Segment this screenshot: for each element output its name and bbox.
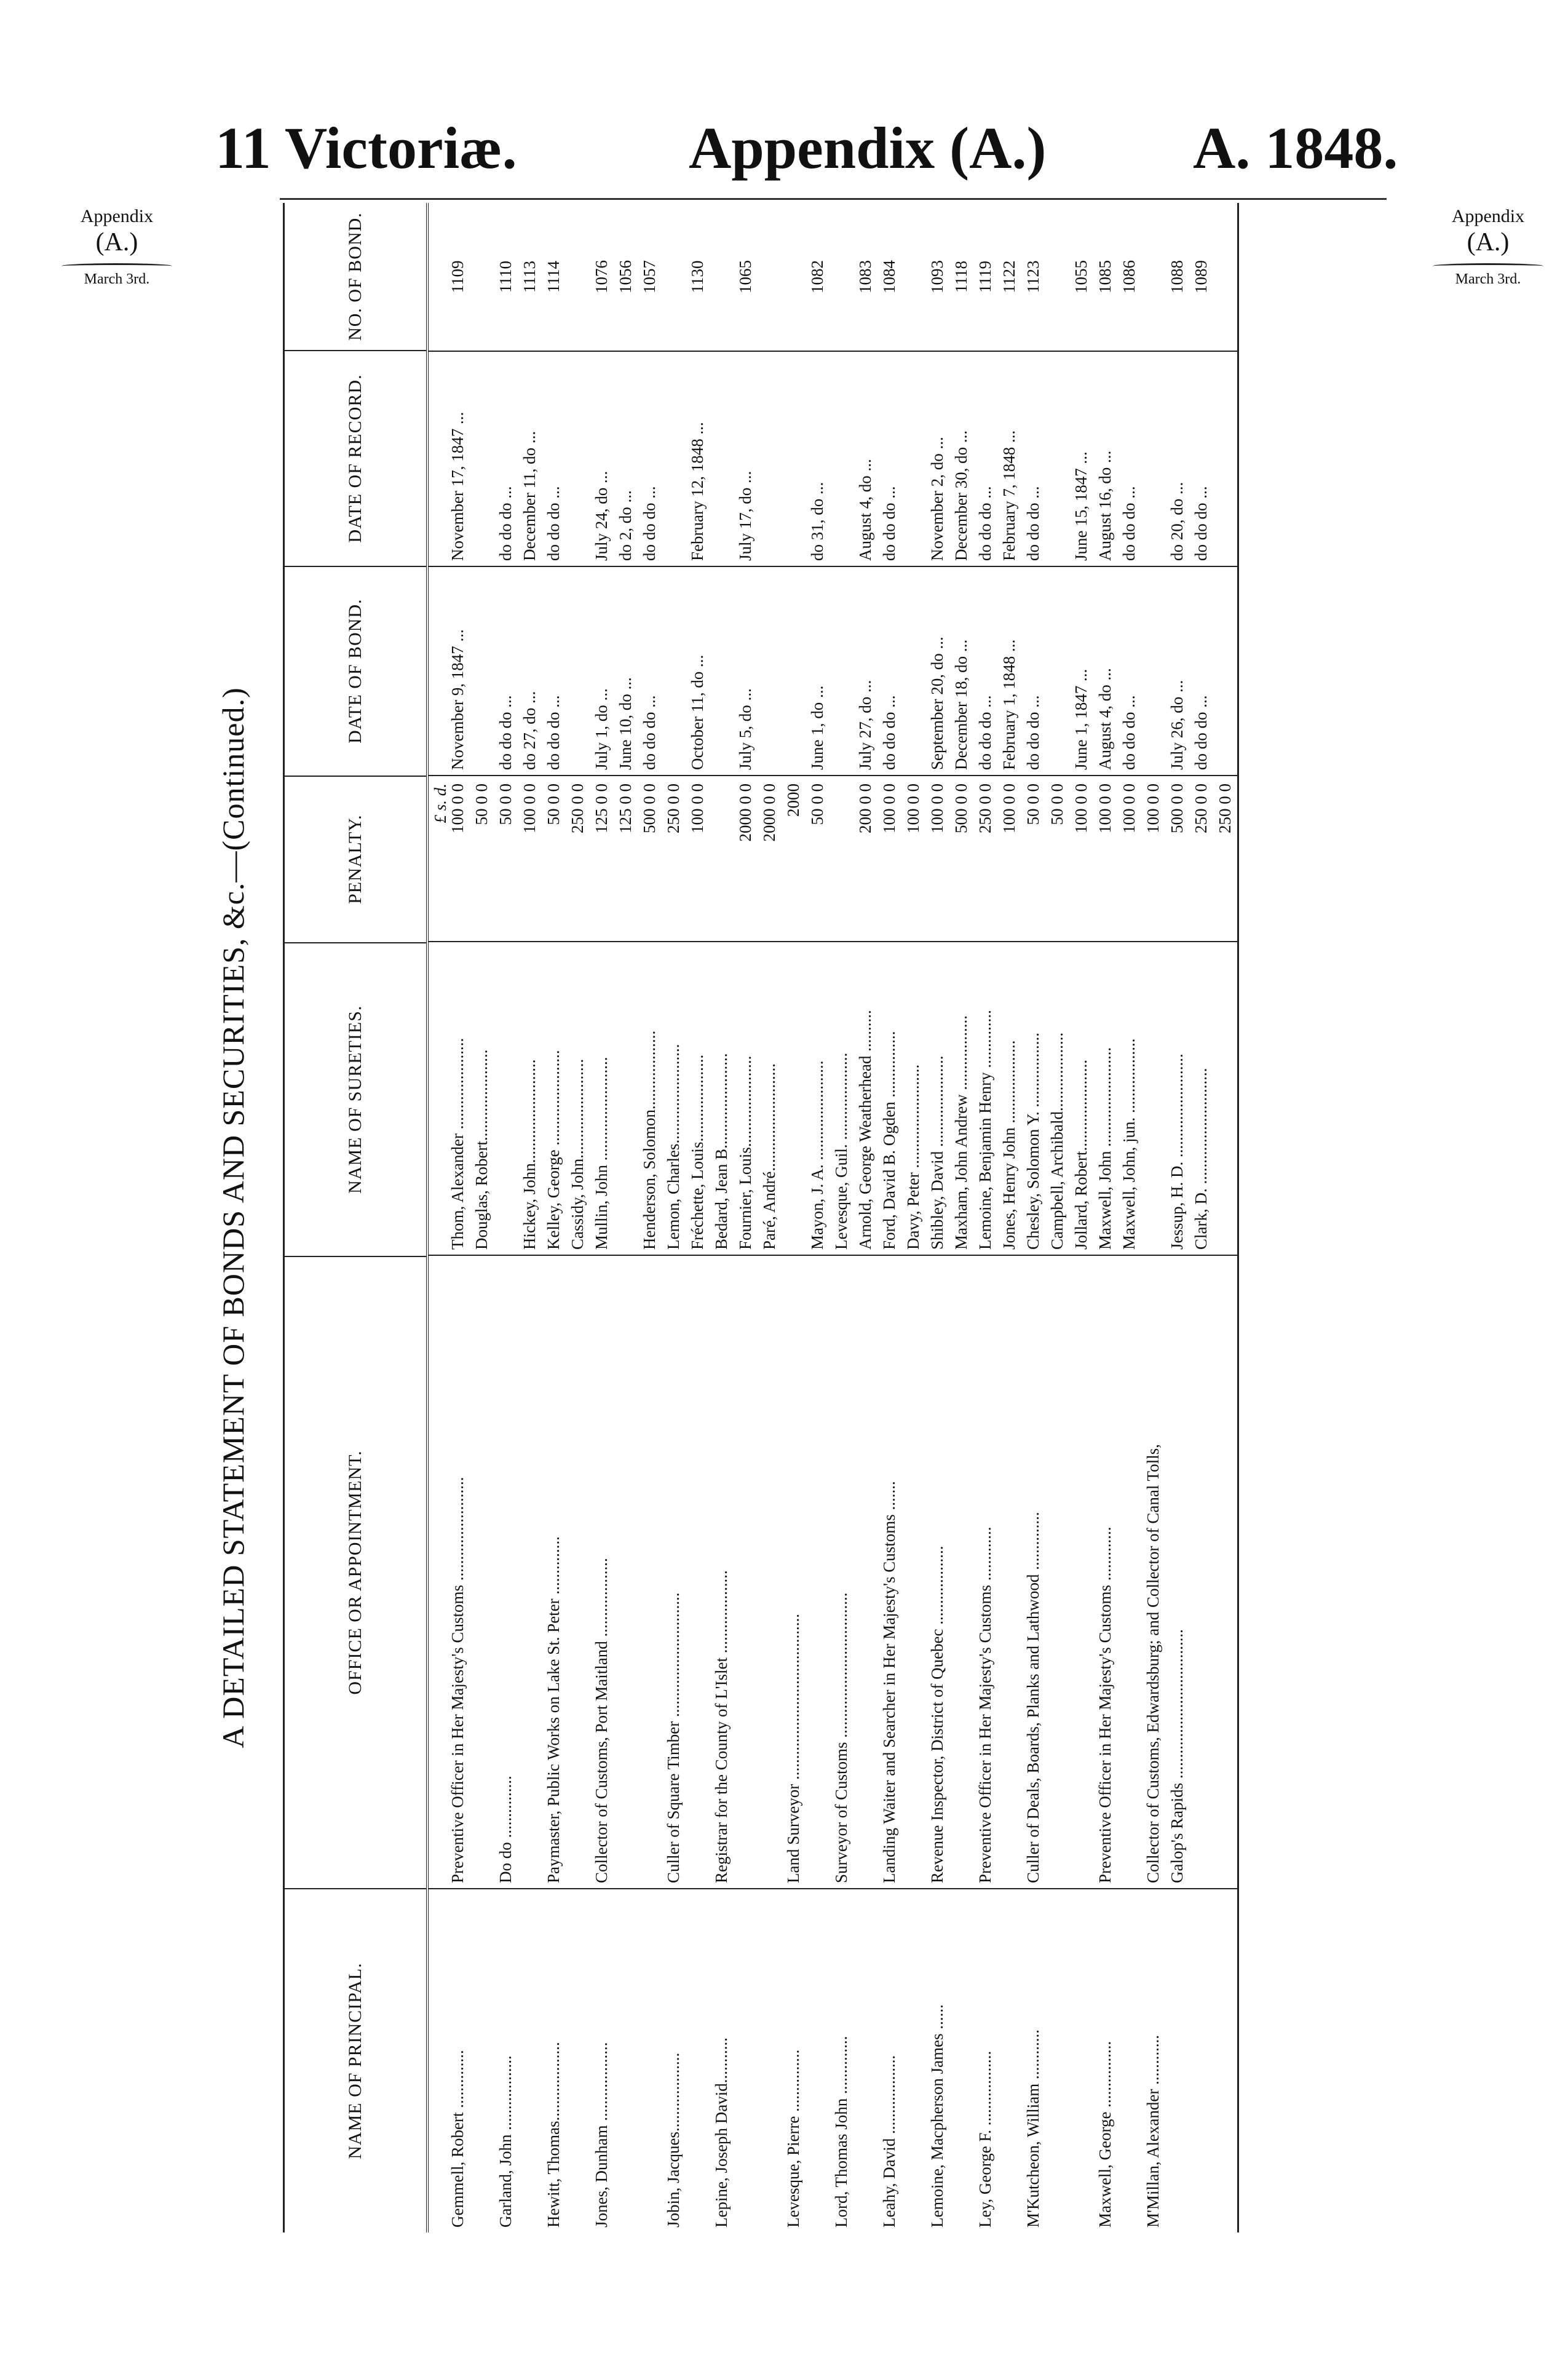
table-row: [973, 203, 997, 2232]
table-units-row: [429, 203, 449, 2232]
cell-penalty: 2000: [782, 775, 806, 941]
cell-date-bond: do do do ...: [877, 566, 901, 775]
cell-date-record: do do do ...: [494, 351, 518, 566]
cell-date-record: do do do ...: [973, 351, 997, 566]
cell-surety: Cassidy, John........................: [566, 941, 590, 1255]
cell-principal: [470, 1888, 494, 2232]
cell-office: Preventive Officer in Her Majesty's Customs .............: [973, 1255, 997, 1888]
cell-surety: Levesque, Guil. .....................: [830, 941, 853, 1255]
cell-office: Land Surveyor ........................................: [782, 1255, 806, 1888]
cell-bond-no: 1119: [976, 261, 994, 293]
header-appendix: Appendix (A.): [689, 115, 1047, 181]
cell-bond-no: 1113: [520, 261, 539, 293]
cell-date-record: do do do ...: [542, 351, 566, 566]
cell-principal: Maxwell, George ................: [1093, 1888, 1117, 2232]
cell-date-bond: [566, 566, 590, 775]
cell-bond-no: 1110: [496, 261, 515, 293]
table-row: [686, 203, 710, 2232]
col-header-office: OFFICE OR APPOINTMENT.: [285, 1256, 426, 1888]
cell-office: [518, 1255, 542, 1888]
cell-bond-no: 1130: [688, 260, 707, 293]
table-row: [758, 203, 782, 2232]
table-row: [638, 203, 662, 2232]
cell-penalty: 100 0 0: [686, 775, 710, 941]
cell-date-record: August 4, do ...: [853, 351, 877, 566]
table-row: [446, 203, 470, 2232]
cell-date-bond: do do do ...: [1021, 566, 1045, 775]
cell-penalty: 50 0 0: [1045, 775, 1069, 941]
cell-date-bond: December 18, do ...: [949, 566, 973, 775]
right-margin-note: [1408, 206, 1568, 288]
table-row: [566, 203, 590, 2232]
table-row: [734, 203, 758, 2232]
margin-appendix-label: Appendix: [80, 206, 154, 226]
cell-date-bond: July 27, do ...: [853, 566, 877, 775]
table-row: [1189, 203, 1213, 2232]
cell-bond-no: [901, 203, 925, 351]
table-row: [1117, 203, 1141, 2232]
cell-principal: [1165, 1888, 1189, 2232]
margin-appendix-label: Appendix: [1451, 206, 1525, 226]
cell-penalty: 100 0 0: [1069, 775, 1093, 941]
cell-bond-no: 1122: [1000, 260, 1018, 293]
col-header-sureties: NAME OF SURETIES.: [285, 942, 426, 1256]
cell-penalty: 100 0 0: [997, 775, 1021, 941]
cell-date-record: do 20, do ...: [1165, 351, 1189, 566]
table-row: [1093, 203, 1117, 2232]
cell-penalty: 250 0 0: [1189, 775, 1213, 941]
cell-bond-no: [1213, 203, 1237, 351]
table-row: [997, 203, 1021, 2232]
cell-date-record: February 12, 1848 ...: [686, 351, 710, 566]
cell-surety: [614, 941, 638, 1255]
cell-date-record: [662, 351, 686, 566]
cell-bond-no: 1084: [880, 260, 898, 293]
cell-date-bond: [782, 566, 806, 775]
cell-surety: Shibley, David ......................: [925, 941, 949, 1255]
cell-principal: [1117, 1888, 1141, 2232]
cell-bond-no: 1083: [856, 260, 874, 293]
cell-bond-no: [758, 203, 782, 351]
cell-date-record: do do do ...: [877, 351, 901, 566]
cell-surety: Fréchette, Louis.....................: [686, 941, 710, 1255]
cell-date-record: December 11, do ...: [518, 351, 542, 566]
cell-principal: [901, 1888, 925, 2232]
cell-principal: Lord, Thomas John ..............: [830, 1888, 853, 2232]
cell-principal: [997, 1888, 1021, 2232]
cell-principal: [638, 1888, 662, 2232]
cell-bond-no: 1093: [928, 260, 946, 293]
cell-date-record: [1141, 351, 1165, 566]
cell-office: Paymaster, Public Works on Lake St. Peter ..............: [542, 1255, 566, 1888]
cell-office: [470, 1255, 494, 1888]
cell-office: [806, 1255, 830, 1888]
cell-principal: [566, 1888, 590, 2232]
table-title: A DETAILED STATEMENT OF BONDS AND SECURITIES, &c.—(Continued.): [216, 687, 250, 1748]
cell-bond-no: 1055: [1072, 260, 1090, 293]
cell-office: [853, 1255, 877, 1888]
cell-date-bond: July 1, do ...: [590, 566, 614, 775]
cell-penalty: 500 0 0: [949, 775, 973, 941]
cell-principal: [614, 1888, 638, 2232]
cell-penalty: 100 0 0: [877, 775, 901, 941]
cell-principal: Jones, Dunham ...................: [590, 1888, 614, 2232]
cell-date-bond: [710, 566, 734, 775]
cell-date-bond: do do do ...: [494, 566, 518, 775]
cell-office: [997, 1255, 1021, 1888]
cell-penalty: 100 0 0: [518, 775, 542, 941]
table-row: [949, 203, 973, 2232]
table-row: [782, 203, 806, 2232]
cell-surety: [494, 941, 518, 1255]
cell-office: Revenue Inspector, District of Quebec ...................: [925, 1255, 949, 1888]
cell-surety: Fournier, Louis......................: [734, 941, 758, 1255]
table-row: [1045, 203, 1069, 2232]
cell-office: [758, 1255, 782, 1888]
table-row: [1069, 203, 1093, 2232]
cell-date-record: June 15, 1847 ...: [1069, 351, 1093, 566]
cell-surety: Lemoine, Benjamin Henry ..............: [973, 941, 997, 1255]
col-header-principal: NAME OF PRINCIPAL.: [285, 1888, 426, 2232]
col-header-bond-no: NO. OF BOND.: [345, 212, 365, 341]
cell-office: Collector of Customs, Port Maitland ...................: [590, 1255, 614, 1888]
cell-office: Culler of Square Timber ..............................: [662, 1255, 686, 1888]
cell-date-bond: [1045, 566, 1069, 775]
cell-principal: [949, 1888, 973, 2232]
cell-office: [1189, 1255, 1213, 1888]
cell-principal: Jobin, Jacques...................: [662, 1888, 686, 2232]
header-volume: 11 Victoriæ.: [215, 115, 517, 181]
table-row: [877, 203, 901, 2232]
cell-date-record: do 31, do ...: [806, 351, 830, 566]
cell-date-record: [830, 351, 853, 566]
cell-bond-no: [470, 203, 494, 351]
cell-date-record: [470, 351, 494, 566]
cell-surety: [1213, 941, 1237, 1255]
cell-office: Surveyor of Customs ...................................: [830, 1255, 853, 1888]
cell-surety: Lemon, Charles........................: [662, 941, 686, 1255]
table-row: [518, 203, 542, 2232]
table-row: [901, 203, 925, 2232]
cell-bond-no: [710, 203, 734, 351]
table-body: [429, 203, 1239, 2232]
margin-brace: [61, 263, 172, 269]
cell-surety: Campbell, Archibald...................: [1045, 941, 1069, 1255]
cell-bond-no: 1065: [736, 260, 754, 293]
cell-date-bond: [1213, 566, 1237, 775]
cell-date-record: July 17, do ...: [734, 351, 758, 566]
cell-penalty: [710, 775, 734, 941]
cell-surety: Maxwell, John ........................: [1093, 941, 1117, 1255]
cell-date-bond: do 27, do ...: [518, 566, 542, 775]
cell-surety: [782, 941, 806, 1255]
cell-penalty: 500 0 0: [638, 775, 662, 941]
cell-date-bond: do do do ...: [1117, 566, 1141, 775]
cell-bond-no: 1109: [448, 260, 467, 293]
cell-bond-no: 1082: [808, 260, 826, 293]
cell-office: Preventive Officer in Her Majesty's Customs .............: [1093, 1255, 1117, 1888]
cell-surety: Bedard, Jean B.......................: [710, 941, 734, 1255]
cell-principal: [686, 1888, 710, 2232]
cell-office: [1117, 1255, 1141, 1888]
cell-office: Do do ...............: [494, 1255, 518, 1888]
cell-principal: Gemmell, Robert ..............: [446, 1888, 470, 2232]
cell-date-record: [566, 351, 590, 566]
cell-date-record: do do do ...: [1189, 351, 1213, 566]
cell-date-bond: do do do ...: [542, 566, 566, 775]
cell-bond-no: 1114: [544, 261, 563, 293]
cell-bond-no: [782, 203, 806, 351]
cell-principal: [758, 1888, 782, 2232]
cell-penalty: 50 0 0: [806, 775, 830, 941]
cell-penalty: [830, 775, 853, 941]
cell-penalty: 250 0 0: [973, 775, 997, 941]
cell-date-bond: August 4, do ...: [1093, 566, 1117, 775]
cell-principal: Leahy, David ...................: [877, 1888, 901, 2232]
table-row: [614, 203, 638, 2232]
cell-penalty: 50 0 0: [1021, 775, 1045, 941]
cell-penalty: 500 0 0: [1165, 775, 1189, 941]
cell-date-bond: September 20, do ...: [925, 566, 949, 775]
cell-office: [566, 1255, 590, 1888]
cell-bond-no: 1088: [1168, 260, 1186, 293]
cell-bond-no: 1118: [952, 261, 970, 293]
cell-bond-no: [1045, 203, 1069, 351]
cell-date-bond: [470, 566, 494, 775]
cell-bond-no: 1123: [1024, 260, 1042, 293]
table-row: [542, 203, 566, 2232]
table-row: [1021, 203, 1045, 2232]
cell-office: Culler of Deals, Boards, Planks and Lathwood ..............: [1021, 1255, 1045, 1888]
cell-date-bond: July 26, do ...: [1165, 566, 1189, 775]
cell-principal: [853, 1888, 877, 2232]
cell-principal: M'Kutcheon, William ............: [1021, 1888, 1045, 2232]
cell-date-bond: [662, 566, 686, 775]
cell-surety: Chesley, Solomon Y. ..................: [1021, 941, 1045, 1255]
cell-office: [614, 1255, 638, 1888]
bonds-table: [283, 203, 1239, 2232]
cell-surety: Jones, Henry John ....................: [997, 941, 1021, 1255]
cell-penalty: 125 0 0: [614, 775, 638, 941]
cell-principal: M'Millan, Alexander ............: [1141, 1888, 1165, 2232]
cell-date-record: do 2, do ...: [614, 351, 638, 566]
cell-surety: Henderson, Solomon...................: [638, 941, 662, 1255]
header-year: A. 1848.: [1193, 115, 1398, 181]
cell-date-bond: do do do ...: [1189, 566, 1213, 775]
cell-office: [686, 1255, 710, 1888]
cell-bond-no: [1141, 203, 1165, 351]
cell-office: [1213, 1255, 1237, 1888]
table-header-row: [283, 203, 429, 2232]
cell-surety: Davy, Peter .........................: [901, 941, 925, 1255]
margin-appendix-letter: (A.): [95, 228, 138, 256]
cell-date-record: [710, 351, 734, 566]
cell-date-bond: November 9, 1847 ...: [446, 566, 470, 775]
cell-penalty: 250 0 0: [662, 775, 686, 941]
margin-appendix-letter: (A.): [1467, 228, 1510, 256]
cell-date-bond: [901, 566, 925, 775]
margin-date: March 3rd.: [84, 271, 150, 287]
cell-office: [901, 1255, 925, 1888]
col-header-date-record: DATE OF RECORD.: [285, 350, 426, 566]
margin-brace: [1433, 263, 1543, 269]
cell-penalty: 100 0 0: [925, 775, 949, 941]
cell-date-bond: February 1, 1848 ...: [997, 566, 1021, 775]
cell-bond-no: 1057: [640, 260, 659, 293]
table-row: [806, 203, 830, 2232]
rotated-table-block: [215, 203, 1408, 2232]
cell-date-bond: July 5, do ...: [734, 566, 758, 775]
cell-office: Galop's Rapids ....................................: [1165, 1255, 1189, 1888]
cell-date-bond: do do do ...: [638, 566, 662, 775]
table-row: [830, 203, 853, 2232]
cell-surety: Mayon, J. A. ........................: [806, 941, 830, 1255]
cell-principal: [1213, 1888, 1237, 2232]
cell-date-record: do do do ...: [638, 351, 662, 566]
cell-office: [949, 1255, 973, 1888]
cell-date-record: [1213, 351, 1237, 566]
left-margin-note: [37, 206, 197, 288]
cell-principal: Garland, John ..................: [494, 1888, 518, 2232]
cell-bond-no: 1056: [616, 260, 635, 293]
cell-surety: Maxwell, John, jun. ..................: [1117, 941, 1141, 1255]
cell-surety: [1141, 941, 1165, 1255]
cell-date-bond: [830, 566, 853, 775]
cell-penalty: 50 0 0: [542, 775, 566, 941]
cell-office: Registrar for the County of L'Islet ....................: [710, 1255, 734, 1888]
table-row: [662, 203, 686, 2232]
cell-date-record: [901, 351, 925, 566]
cell-date-record: July 24, do ...: [590, 351, 614, 566]
cell-surety: Ford, David B. Ogden ................: [877, 941, 901, 1255]
cell-date-record: August 16, do ...: [1093, 351, 1117, 566]
col-header-penalty: PENALTY.: [285, 776, 426, 942]
cell-office: Collector of Customs, Edwardsburg; and Collector of Canal Tolls,: [1141, 1255, 1165, 1888]
cell-penalty: 100 0 0: [1093, 775, 1117, 941]
cell-penalty: 100 0 0: [1117, 775, 1141, 941]
cell-penalty: 125 0 0: [590, 775, 614, 941]
cell-penalty: 2000 0 0: [734, 775, 758, 941]
margin-date: March 3rd.: [1455, 271, 1521, 287]
cell-surety: Clark, D. ............................: [1189, 941, 1213, 1255]
cell-penalty: 100 0 0: [901, 775, 925, 941]
table-row: [925, 203, 949, 2232]
cell-penalty: 200 0 0: [853, 775, 877, 941]
cell-principal: [806, 1888, 830, 2232]
cell-date-bond: [758, 566, 782, 775]
cell-office: [638, 1255, 662, 1888]
table-row: [710, 203, 734, 2232]
cell-date-bond: June 1, do ...: [806, 566, 830, 775]
cell-bond-no: [662, 203, 686, 351]
cell-office: [734, 1255, 758, 1888]
cell-date-record: December 30, do ...: [949, 351, 973, 566]
cell-date-record: November 17, 1847 ...: [446, 351, 470, 566]
cell-surety: Maxham, John Andrew ..................: [949, 941, 973, 1255]
cell-office: Landing Waiter and Searcher in Her Majesty's Customs .......: [877, 1255, 901, 1888]
cell-principal: [734, 1888, 758, 2232]
cell-bond-no: 1089: [1192, 260, 1210, 293]
header-rule: [280, 198, 1387, 200]
cell-office: [1069, 1255, 1093, 1888]
table-row: [1213, 203, 1237, 2232]
table-row: [494, 203, 518, 2232]
cell-office: Preventive Officer in Her Majesty's Customs .........................: [446, 1255, 470, 1888]
cell-penalty: 250 0 0: [566, 775, 590, 941]
cell-date-bond: June 10, do ...: [614, 566, 638, 775]
cell-date-bond: June 1, 1847 ...: [1069, 566, 1093, 775]
cell-date-bond: October 11, do ...: [686, 566, 710, 775]
table-row: [590, 203, 614, 2232]
penalty-units: £ s. d.: [429, 775, 446, 941]
cell-surety: Hickey, John.........................: [518, 941, 542, 1255]
table-row: [853, 203, 877, 2232]
cell-penalty: 50 0 0: [494, 775, 518, 941]
cell-surety: Jessup, H. D. .........................: [1165, 941, 1189, 1255]
cell-bond-no: 1085: [1096, 260, 1114, 293]
cell-surety: Douglas, Robert......................: [470, 941, 494, 1255]
cell-date-record: February 7, 1848 ...: [997, 351, 1021, 566]
cell-date-record: [1045, 351, 1069, 566]
cell-bond-no: 1086: [1120, 260, 1138, 293]
cell-bond-no: [566, 203, 590, 351]
cell-date-record: November 2, do ...: [925, 351, 949, 566]
cell-date-bond: [1141, 566, 1165, 775]
cell-principal: Hewitt, Thomas...................: [542, 1888, 566, 2232]
col-header-date-bond: DATE OF BOND.: [285, 566, 426, 776]
cell-principal: Lepine, Joseph David...........: [710, 1888, 734, 2232]
cell-principal: [1045, 1888, 1069, 2232]
cell-date-record: [782, 351, 806, 566]
cell-surety: Mullin, John .........................: [590, 941, 614, 1255]
cell-penalty: 100 0 0: [1141, 775, 1165, 941]
cell-surety: Jollard, Robert......................: [1069, 941, 1093, 1255]
cell-date-record: do do do ...: [1021, 351, 1045, 566]
table-row: [1141, 203, 1165, 2232]
cell-date-record: do do do ...: [1117, 351, 1141, 566]
cell-date-bond: do do do ...: [973, 566, 997, 775]
cell-principal: Ley, George F. ..................: [973, 1888, 997, 2232]
table-row: [1165, 203, 1189, 2232]
cell-principal: Lemoine, Macpherson James ......: [925, 1888, 949, 2232]
cell-office: [1045, 1255, 1069, 1888]
cell-date-record: [758, 351, 782, 566]
cell-principal: Levesque, Pierre ...............: [782, 1888, 806, 2232]
cell-surety: Thom, Alexander ......................: [446, 941, 470, 1255]
cell-principal: [518, 1888, 542, 2232]
cell-principal: [1069, 1888, 1093, 2232]
cell-bond-no: [830, 203, 853, 351]
cell-principal: [1189, 1888, 1213, 2232]
cell-penalty: 50 0 0: [470, 775, 494, 941]
cell-penalty: 2000 0 0: [758, 775, 782, 941]
cell-penalty: 100 0 0: [446, 775, 470, 941]
cell-surety: Kelley, George .......................: [542, 941, 566, 1255]
cell-surety: Arnold, George Weatherhead ..........: [853, 941, 877, 1255]
cell-surety: Paré, André..........................: [758, 941, 782, 1255]
cell-bond-no: 1076: [592, 260, 611, 293]
table-row: [470, 203, 494, 2232]
cell-penalty: 250 0 0: [1213, 775, 1237, 941]
